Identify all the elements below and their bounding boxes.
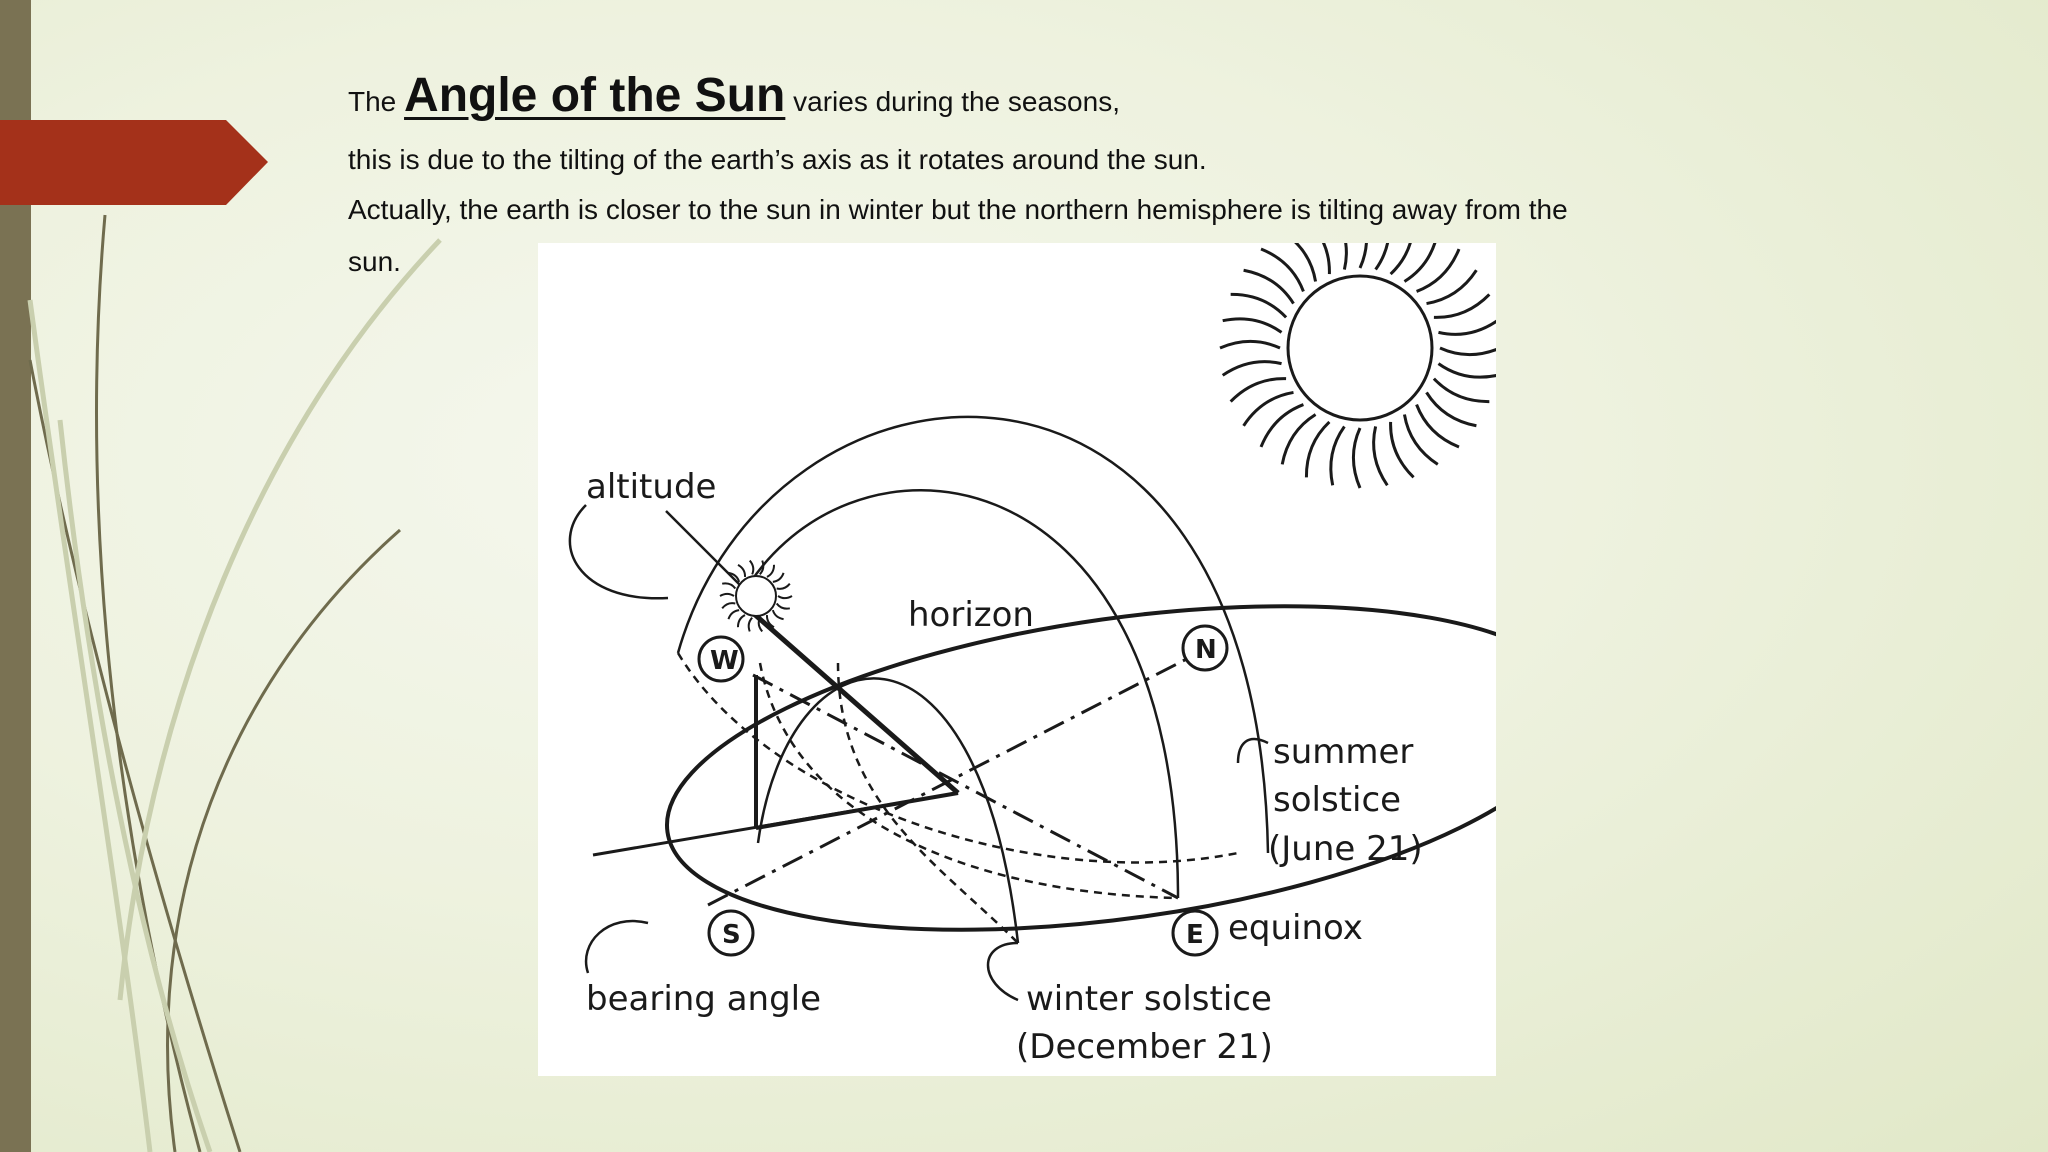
sun-ray: [1438, 321, 1496, 335]
sun-ray: [738, 565, 745, 577]
compass-east-label: E: [1186, 920, 1204, 950]
sun-ray: [749, 618, 752, 632]
sun-ray: [1231, 294, 1286, 317]
east-west-axis: [753, 675, 1178, 898]
sun-ray: [1391, 243, 1414, 274]
sun-ray: [773, 610, 784, 619]
label-winter-2: (December 21): [1016, 1027, 1273, 1067]
sun-ray: [777, 604, 790, 609]
title-suffix: varies during the seasons,: [793, 86, 1120, 117]
sun-ray: [1244, 270, 1294, 303]
sun-ray: [1404, 415, 1437, 465]
label-winter-1: winter solstice: [1026, 979, 1272, 1019]
sun-ray: [1282, 243, 1315, 281]
small-sun-icon: [720, 561, 792, 632]
sun-ray: [1306, 422, 1329, 477]
compass-west-label: W: [710, 646, 739, 676]
bearing-arrow: [586, 921, 648, 973]
label-horizon: horizon: [908, 595, 1034, 635]
sun-ray: [1261, 405, 1303, 447]
body-line-1: this is due to the tilting of the earth’s axis as it rotates around the sun.: [348, 144, 1207, 175]
sun-ray: [728, 610, 739, 619]
sun-ray: [1333, 243, 1347, 270]
sun-ray: [1223, 319, 1282, 333]
summer-arrow: [1238, 739, 1268, 763]
sun-ray: [1353, 428, 1360, 488]
sun-ray: [738, 615, 745, 627]
sun-ray: [1417, 405, 1459, 447]
sun-ray: [1427, 392, 1477, 425]
sun-ray: [1261, 249, 1303, 291]
sun-ray: [1434, 379, 1489, 402]
sun-ray: [1244, 392, 1294, 425]
label-equinox: equinox: [1228, 908, 1363, 948]
label-altitude: altitude: [586, 467, 717, 507]
compass-north-label: N: [1195, 635, 1217, 665]
winter-arrow: [988, 943, 1018, 1000]
sun-ray: [778, 596, 792, 598]
sun-ray: [722, 583, 735, 588]
body-line-2: Actually, the earth is closer to the sun in winter but the northern hemisphere is tilting away from the: [348, 194, 1568, 225]
label-summer-1: summer: [1273, 732, 1414, 772]
altitude-arrow: [570, 505, 668, 598]
sun-ray: [1438, 364, 1496, 378]
sun-ray: [1220, 341, 1280, 348]
slide-title: Angle of the Sun: [404, 69, 786, 122]
label-summer-2: solstice: [1273, 780, 1402, 820]
sun-ray: [773, 573, 784, 582]
sun-ray: [767, 565, 774, 577]
label-summer-3: (June 21): [1268, 829, 1423, 869]
compass-north: [1183, 626, 1227, 670]
sun-path-svg: [538, 243, 1496, 1076]
sun-ray: [1282, 415, 1315, 465]
sun-ray: [1440, 348, 1496, 355]
sun-ray: [1376, 243, 1390, 270]
sun-ray: [1427, 270, 1477, 303]
sun-ray: [777, 584, 790, 589]
sun-ray-line: [753, 613, 958, 793]
compass-east: [1173, 911, 1217, 955]
sun-ray: [722, 603, 735, 608]
ground-line: [756, 793, 958, 828]
sun-ray: [1360, 243, 1367, 268]
body-line-3: sun.: [348, 246, 401, 277]
sun-ray: [1374, 426, 1388, 485]
sun-ray: [1331, 426, 1345, 485]
north-south-axis: [708, 648, 1208, 905]
big-sun-icon: [1220, 243, 1496, 488]
label-bearing: bearing angle: [586, 979, 822, 1019]
title-prefix: The: [348, 86, 397, 117]
sun-ray: [1223, 362, 1282, 376]
sun-path-diagram: [538, 243, 1496, 1076]
title-line: [348, 68, 1120, 123]
sun-ray: [720, 594, 734, 596]
compass-south: [709, 911, 753, 955]
dashed-path-1: [678, 653, 1238, 863]
compass-south-label: S: [722, 920, 741, 950]
red-arrow-tab: [0, 120, 268, 205]
compass-west: [699, 637, 743, 681]
sun-ray: [1306, 243, 1329, 274]
sun-ray: [750, 561, 754, 575]
sun-ray: [1417, 249, 1459, 291]
